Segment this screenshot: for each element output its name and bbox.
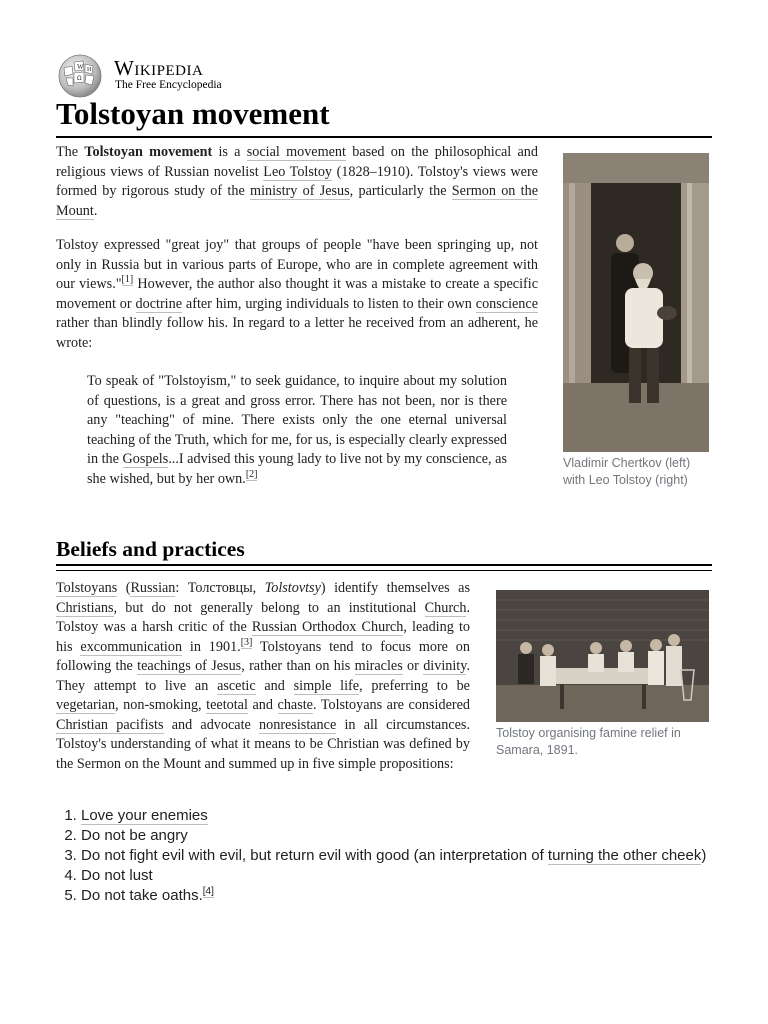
figure-caption: Vladimir Chertkov (left) with Leo Tolstoy (right): [563, 456, 691, 487]
link-ascetic[interactable]: ascetic: [217, 677, 256, 694]
text-run: . Tolstoy was a harsh critic of the: [56, 599, 470, 635]
link-russian[interactable]: Russian: [130, 580, 176, 596]
text-run: .: [93, 202, 98, 219]
text-run: rather than blindly follow his. In regard to a letter he received from an adherent, he wrote:: [56, 315, 538, 351]
text-run: and: [255, 677, 294, 694]
link-gospels[interactable]: Gospels: [122, 451, 169, 467]
reference-link[interactable]: [4]: [202, 886, 214, 897]
link-ministry-of-jesus[interactable]: ministry of Jesus: [250, 183, 350, 199]
reference-link[interactable]: [2]: [245, 468, 258, 480]
wikipedia-tagline: The Free Encyclopedia: [115, 79, 222, 91]
text-run: ...I advised this young lady to live not by my conscience, as she wished, but by her own.: [87, 451, 507, 487]
list-item: [81, 807, 712, 825]
text-run: Do not fight evil with evil, but return evil with good (an interpretation of: [81, 847, 548, 864]
reference-4[interactable]: [203, 886, 214, 898]
text-run: Tolstoy expressed "great joy" that groups of people "have been springing up, not only in Russia but in various parts of Europe, who are in complete agreement with our views.": [56, 237, 538, 292]
photo-famine-relief[interactable]: [496, 590, 709, 722]
wikipedia-globe-logo-icon: [56, 54, 104, 98]
tolstoy-quote: [87, 372, 507, 489]
text-run: . Tolstoyans are considered: [312, 697, 470, 713]
title-divider: [56, 136, 712, 138]
link-turning-the-other-cheek[interactable]: turning the other cheek: [547, 847, 702, 864]
link-miracles[interactable]: miracles: [354, 658, 403, 674]
link-chaste[interactable]: chaste: [277, 697, 313, 713]
link-teachings-of-jesus[interactable]: teachings of Jesus: [137, 658, 242, 674]
link-love-your-enemies[interactable]: Love your enemies: [81, 807, 208, 824]
svg-text:И: И: [87, 67, 92, 73]
reference-3[interactable]: [241, 637, 253, 649]
text-run: Tolstoyans tend to focus more on following the: [56, 638, 470, 674]
text-run: ): [701, 847, 707, 864]
text-run: , preferring to be: [359, 677, 470, 694]
text-run: , non-smoking,: [115, 697, 207, 713]
text-run: (: [117, 580, 131, 596]
svg-text:Ω: Ω: [77, 75, 82, 82]
list-item: 2. Do not be angry: [81, 827, 712, 845]
text-run: , rather than on his: [241, 658, 355, 674]
link-leo-tolstoy[interactable]: Leo Tolstoy: [263, 163, 333, 180]
beliefs-paragraph: [56, 579, 470, 774]
text-run: in all circumstances. Tolstoy's understanding of what it means to be Christian was defined by the Sermon on the Mount and summed up in five simple propositions:: [56, 716, 470, 772]
wikipedia-brand[interactable]: [56, 54, 356, 98]
text-run: Do not take oaths.: [81, 887, 203, 904]
text-run: , particularly the: [349, 183, 452, 199]
text-run: , leading to his: [56, 619, 470, 655]
text-run: The: [56, 144, 85, 160]
text-run: (1828–1910). Tolstoy's views were formed by rigorous study of the: [56, 163, 538, 199]
section-divider-thin: [56, 570, 712, 571]
text-run: based on the philosophical and religious views of Russian novelist: [56, 144, 538, 180]
text-run: or: [402, 658, 424, 674]
section-heading-beliefs: Beliefs and practices: [56, 537, 245, 561]
italic-term: Tolstovtsy: [264, 580, 321, 596]
list-item: [81, 887, 712, 905]
intro-paragraph-1: [56, 143, 538, 221]
link-teetotal[interactable]: teetotal: [206, 697, 248, 713]
figure-chertkov-tolstoy: [563, 153, 709, 489]
bold-term: Tolstoyan movement: [84, 144, 213, 160]
text-run: is a: [212, 144, 247, 160]
propositions-list: [56, 807, 712, 907]
intro-section: [56, 143, 538, 368]
wikipedia-wordmark: Wikipedia: [114, 56, 204, 80]
link-doctrine[interactable]: doctrine: [135, 295, 183, 312]
text-run: in 1901.: [182, 638, 241, 655]
text-run: and: [247, 697, 278, 713]
link-christian-pacifists[interactable]: Christian pacifists: [56, 716, 164, 733]
list-item: [81, 847, 712, 865]
link-vegetarian[interactable]: vegetarian: [56, 697, 116, 713]
link-conscience[interactable]: conscience: [475, 295, 538, 312]
link-christians[interactable]: Christians: [56, 599, 114, 616]
text-run: . They attempt to live an: [56, 658, 470, 694]
link-nonresistance[interactable]: nonresistance: [259, 716, 337, 733]
link-tolstoyans[interactable]: Tolstoyans: [56, 580, 118, 596]
text-run: and advocate: [163, 716, 260, 733]
link-simple-life[interactable]: simple life: [293, 677, 360, 694]
text-run: However, the author also thought it was a mistake to create a specific movement or: [56, 276, 538, 312]
text-run: To speak of "Tolstoyism," to seek guidance, to inquire about my solution of questions, is a great and gross error. There has not been, nor is there any "teaching" of mine. There exists only the one eternal universal teaching of the Truth, which for me, for us, is especially clearly expressed in the: [87, 373, 507, 467]
reference-link[interactable]: [3]: [240, 636, 253, 648]
link-excommunication[interactable]: excommunication: [80, 638, 183, 655]
link-sermon-on-the-mount[interactable]: Sermon on the Mount: [56, 183, 538, 219]
text-run: , but do not generally belong to an institutional: [113, 599, 425, 616]
link-russian-orthodox-church[interactable]: Russian Orthodox Church: [251, 619, 404, 635]
text-run: ) identify themselves as: [320, 580, 470, 596]
svg-text:W: W: [77, 63, 84, 71]
photo-chertkov-tolstoy[interactable]: [563, 153, 709, 452]
link-social-movement[interactable]: social movement: [246, 144, 346, 160]
intro-paragraph-2: [56, 236, 538, 353]
link-church[interactable]: Church: [424, 599, 467, 616]
text-run: : Толстовцы,: [175, 580, 265, 596]
reference-2[interactable]: [246, 469, 258, 481]
section-divider: [56, 564, 712, 566]
list-item: 4. Do not lust: [81, 867, 712, 885]
reference-1[interactable]: [122, 274, 134, 286]
figure-caption: Tolstoy organising famine relief in Samara, 1891.: [496, 726, 681, 757]
reference-link[interactable]: [1]: [121, 274, 134, 286]
text-run: after him, urging individuals to listen to their own: [182, 295, 476, 312]
link-divinity[interactable]: divinity: [423, 658, 467, 674]
figure-famine-relief: [496, 590, 709, 759]
page-title: Tolstoyan movement: [56, 96, 330, 131]
